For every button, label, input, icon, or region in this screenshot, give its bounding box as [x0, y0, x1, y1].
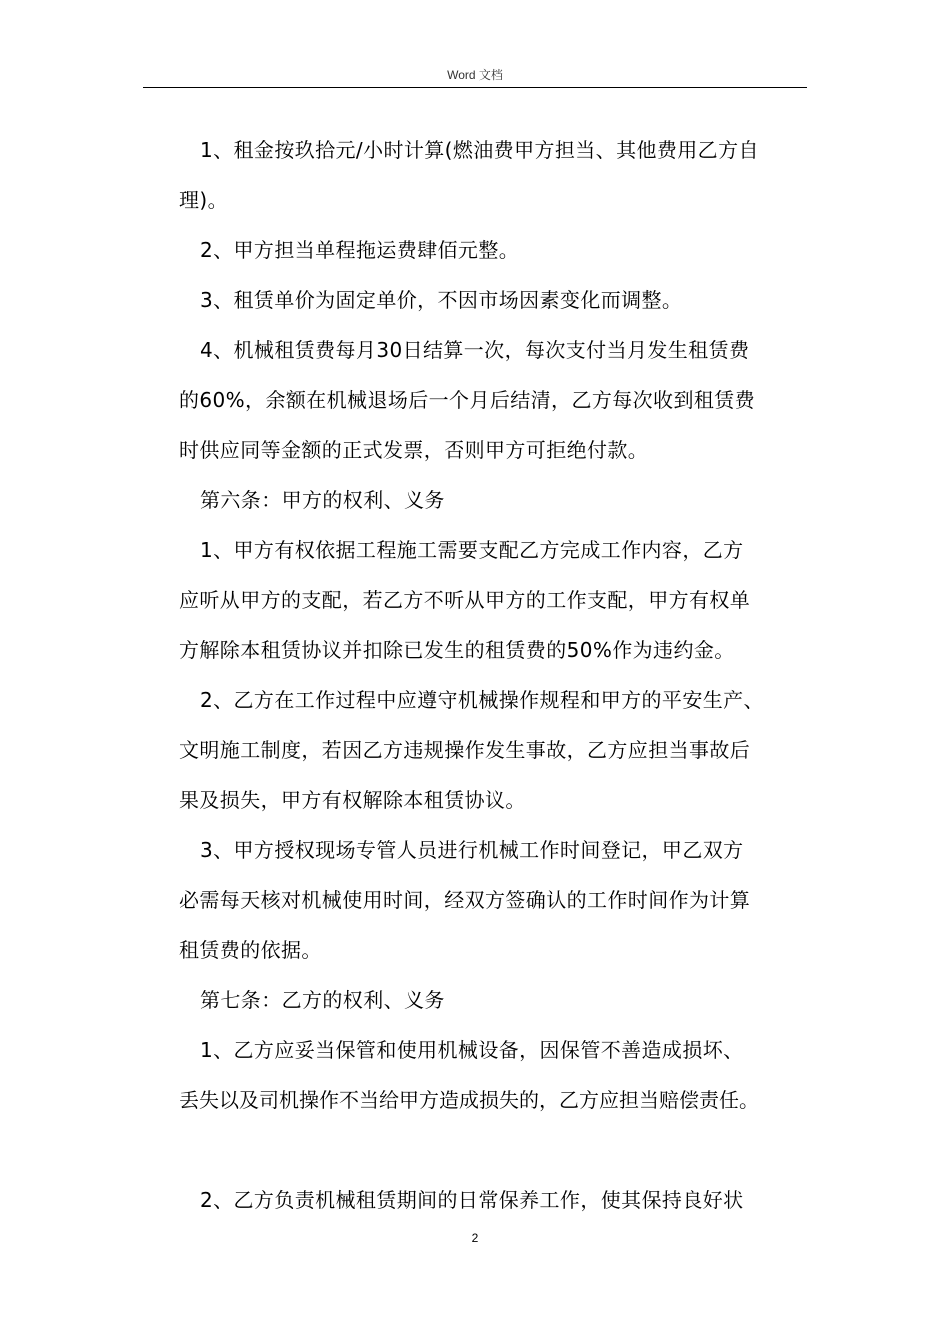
- body-line: 方解除本租赁协议并扣除已发生的租赁费的50%作为违约金。: [179, 638, 735, 662]
- body-line: 应听从甲方的支配，若乙方不听从甲方的工作支配，甲方有权单: [179, 588, 751, 612]
- body-line: 的60%，余额在机械退场后一个月后结清，乙方每次收到租赁费: [179, 388, 756, 412]
- header-title: Word 文档: [447, 68, 503, 82]
- body-line: 丢失以及司机操作不当给甲方造成损失的，乙方应担当赔偿责任。: [179, 1088, 759, 1112]
- body-line: 租赁费的依据。: [179, 938, 322, 962]
- body-line: 2、乙方在工作过程中应遵守机械操作规程和甲方的平安生产、: [200, 688, 764, 712]
- page-number: 2: [471, 1231, 479, 1245]
- body-line: 3、甲方授权现场专管人员进行机械工作时间登记，甲乙双方: [200, 838, 744, 862]
- body-line: 果及损失，甲方有权解除本租赁协议。: [179, 788, 526, 812]
- body-line: 文明施工制度，若因乙方违规操作发生事故，乙方应担当事故后: [179, 738, 751, 762]
- section-heading: 第七条：乙方的权利、义务: [200, 988, 445, 1012]
- body-line: 时供应同等金额的正式发票，否则甲方可拒绝付款。: [179, 438, 649, 462]
- body-line: 1、乙方应妥当保管和使用机械设备，因保管不善造成损坏、: [200, 1038, 744, 1062]
- body-line: 理)。: [179, 188, 229, 212]
- body-line: 2、甲方担当单程拖运费肆佰元整。: [200, 238, 520, 262]
- body-line: 1、甲方有权依据工程施工需要支配乙方完成工作内容，乙方: [200, 538, 744, 562]
- body-line: 4、机械租赁费每月30日结算一次，每次支付当月发生租赁费: [200, 338, 750, 362]
- body-line: 3、租赁单价为固定单价，不因市场因素变化而调整。: [200, 288, 683, 312]
- section-heading: 第六条：甲方的权利、义务: [200, 488, 445, 512]
- body-line: 必需每天核对机械使用时间，经双方签确认的工作时间作为计算: [179, 888, 751, 912]
- body-line: 2、乙方负责机械租赁期间的日常保养工作，使其保持良好状: [200, 1188, 744, 1212]
- header-divider: [143, 87, 807, 88]
- body-line: 1、租金按玖拾元/小时计算(燃油费甲方担当、其他费用乙方自: [200, 138, 759, 162]
